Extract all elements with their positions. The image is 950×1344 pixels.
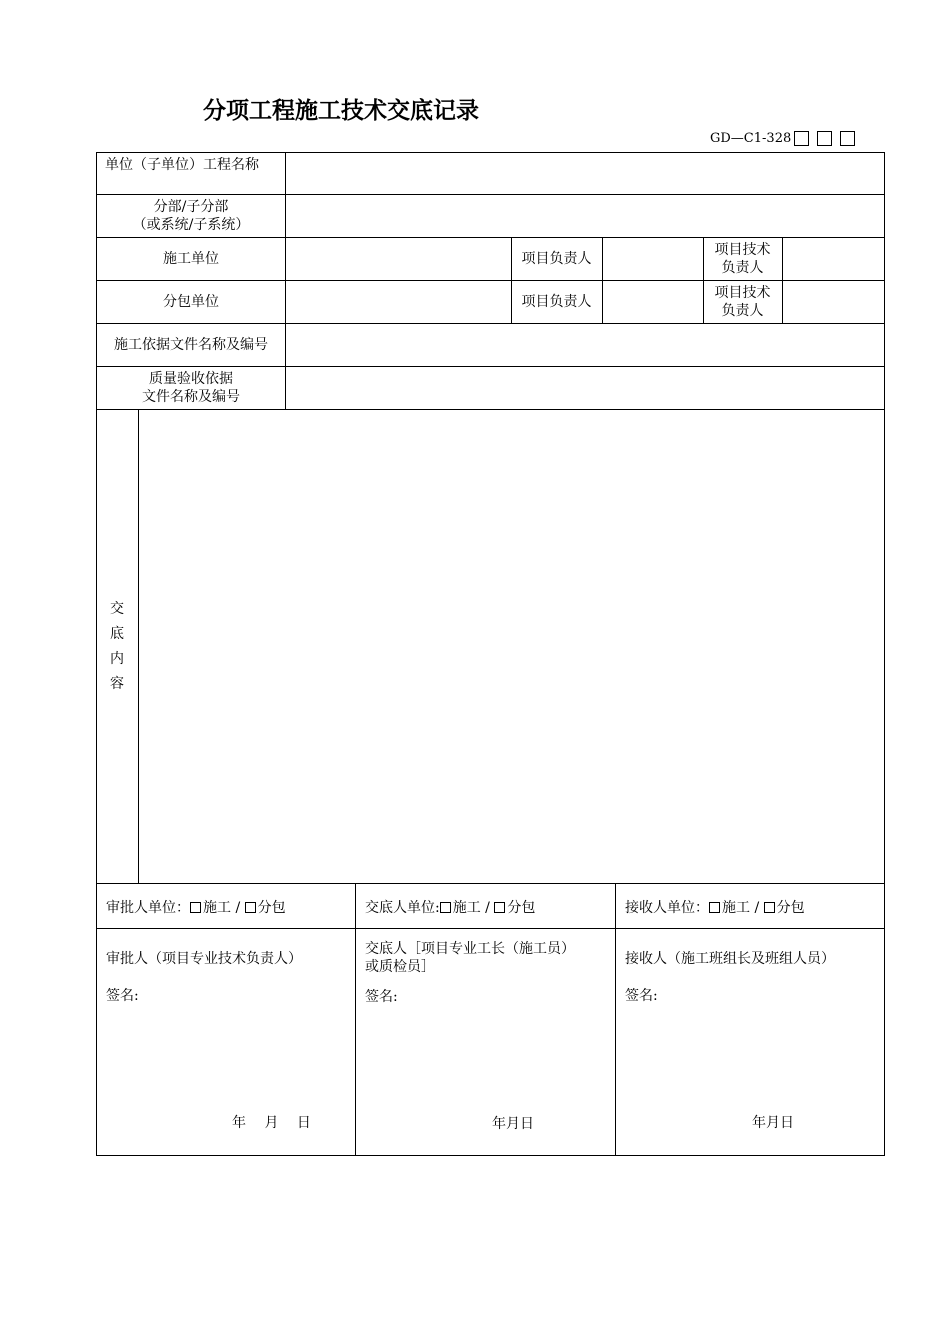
basis-doc-field[interactable] — [286, 323, 884, 366]
subcontract-manager-label: 项目负责人 — [521, 293, 592, 310]
sub-division-label-line1: 分部/子分部 — [153, 198, 229, 215]
disclosure-content-field[interactable] — [139, 410, 884, 883]
form-code-text: GD—C1-328 — [710, 131, 792, 146]
receiver-separator: / — [754, 900, 760, 916]
subcontract-tech-label-line2: 负责人 — [721, 302, 764, 319]
construction-unit-label: 施工单位 — [163, 250, 219, 267]
project-manager-label: 项目负责人 — [521, 250, 592, 267]
unit-name-label: 单位（子单位）工程名称 — [105, 157, 259, 173]
sub-division-label-line2: （或系统/子系统） — [132, 216, 250, 233]
tech-manager-label-line2: 负责人 — [721, 259, 764, 276]
approver-signature-field[interactable] — [157, 1008, 347, 1108]
tech-manager-label-line1: 项目技术 — [714, 241, 771, 258]
content-label-char-2: 底 — [110, 626, 124, 642]
discloser-sign-label: 签名: — [365, 989, 398, 1005]
approver-separator: / — [235, 900, 241, 916]
approver-label: 审批人（项目专业技术负责人） — [106, 951, 302, 967]
unit-name-field[interactable] — [286, 153, 884, 194]
discloser-subcontract-option: 分包 — [507, 900, 536, 916]
approver-unit — [106, 899, 354, 919]
receiver-subcontract-checkbox[interactable] — [764, 902, 775, 913]
page-title: 分项工程施工技术交底记录 — [203, 97, 479, 124]
subcontract-unit-label: 分包单位 — [163, 293, 219, 310]
quality-basis-label-line2: 文件名称及编号 — [142, 388, 240, 405]
content-label-char-4: 容 — [110, 676, 124, 692]
content-label — [107, 597, 127, 697]
receiver-construction-option: 施工 — [722, 900, 750, 916]
receiver-label: 接收人（施工班组长及班组人员） — [625, 951, 835, 967]
discloser-unit-label: 交底人单位: — [365, 900, 440, 916]
project-manager-field[interactable] — [603, 237, 703, 280]
discloser-unit — [365, 899, 613, 919]
subcontract-tech-field[interactable] — [783, 280, 884, 323]
subcontract-tech-label-line1: 项目技术 — [714, 284, 771, 301]
approver-date: 年 月 日 — [232, 1115, 311, 1131]
quality-basis-field[interactable] — [286, 366, 884, 409]
quality-basis-label — [97, 366, 285, 409]
receiver-signature-field[interactable] — [677, 1008, 877, 1108]
code-box-2[interactable] — [817, 131, 832, 146]
tech-manager-field[interactable] — [783, 237, 884, 280]
quality-basis-label-line1: 质量验收依据 — [149, 370, 233, 387]
discloser-label-line1: 交底人［项目专业工长（施工员） — [365, 941, 575, 957]
discloser-signature-field[interactable] — [417, 1008, 607, 1108]
tech-manager-label — [703, 237, 782, 280]
sub-division-label — [97, 194, 285, 237]
discloser-label-line2: 或质检员］ — [365, 959, 435, 975]
receiver-unit-label: 接收人单位： — [625, 900, 709, 916]
content-label-char-1: 交 — [110, 601, 124, 617]
subcontract-manager-field[interactable] — [603, 280, 703, 323]
approver-construction-option: 施工 — [203, 900, 231, 916]
receiver-subcontract-option: 分包 — [776, 900, 805, 916]
form-table — [96, 152, 885, 1156]
form-code — [710, 131, 855, 146]
approver-construction-checkbox[interactable] — [190, 902, 201, 913]
sub-division-field[interactable] — [286, 194, 884, 237]
discloser-construction-option: 施工 — [452, 900, 481, 916]
receiver-date: 年月日 — [752, 1115, 794, 1131]
code-box-1[interactable] — [794, 131, 809, 146]
discloser-subcontract-checkbox[interactable] — [494, 902, 505, 913]
approver-sign-label: 签名: — [106, 988, 139, 1004]
receiver-sign-label: 签名: — [625, 988, 658, 1004]
content-label-char-3: 内 — [110, 651, 124, 667]
receiver-unit — [625, 899, 880, 919]
subcontract-tech-label — [703, 280, 782, 323]
approver-subcontract-option: 分包 — [257, 900, 286, 916]
receiver-construction-checkbox[interactable] — [709, 902, 720, 913]
code-box-3[interactable] — [840, 131, 855, 146]
subcontract-unit-field[interactable] — [286, 280, 511, 323]
discloser-construction-checkbox[interactable] — [440, 902, 451, 913]
construction-unit-field[interactable] — [286, 237, 511, 280]
approver-unit-label: 审批人单位： — [106, 900, 190, 916]
discloser-label — [365, 940, 613, 976]
discloser-separator: / — [485, 900, 490, 916]
discloser-date: 年月日 — [492, 1116, 534, 1132]
basis-doc-label: 施工依据文件名称及编号 — [114, 336, 268, 353]
approver-subcontract-checkbox[interactable] — [245, 902, 256, 913]
